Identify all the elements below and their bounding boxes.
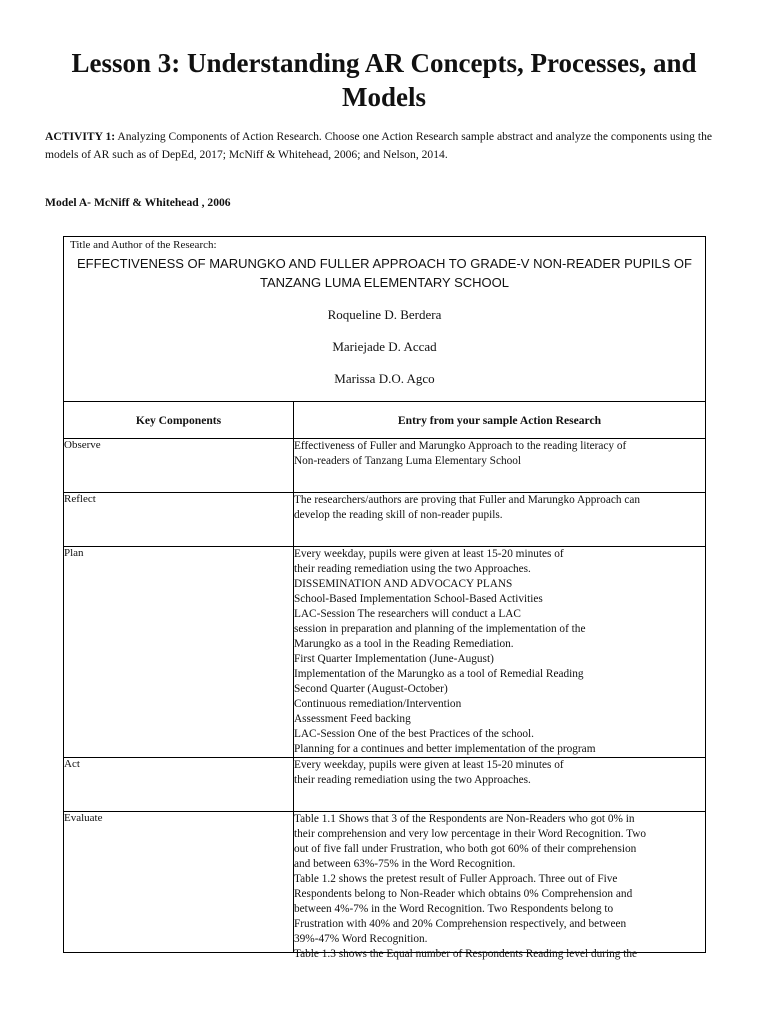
entry-line: The researchers/authors are proving that Fuller and Marungko Approach can [294, 494, 640, 506]
title-author-cell [64, 237, 706, 402]
author-name: Roqueline D. Berdera [327, 307, 442, 322]
column-header-entry: Entry from your sample Action Research [294, 402, 706, 439]
author-name: Mariejade D. Accad [332, 339, 437, 354]
key-component-cell: Act [64, 758, 294, 812]
entry-line: out of five fall under Frustration, who both got 60% of their comprehension [294, 843, 637, 855]
entry-line: Table 1.1 Shows that 3 of the Respondents are Non-Readers who got 0% in [294, 813, 635, 825]
entry-line: Frustration with 40% and 20% Comprehension respectively, and between [294, 918, 627, 930]
entry-line: Table 1.2 shows the pretest result of Fuller Approach. Three out of Five [294, 873, 618, 885]
page-title: Lesson 3: Understanding AR Concepts, Processes, and Models [71, 48, 697, 112]
entry-line: Table 1.3 shows the Equal number of Respondents Reading level during the [294, 948, 638, 960]
entry-line: LAC-Session The researchers will conduct a LAC [294, 608, 521, 620]
entry-line: Implementation of the Marungko as a tool of Remedial Reading [294, 668, 584, 680]
title-author-label: Title and Author of the Research: [70, 239, 217, 251]
activity-text: Analyzing Components of Action Research. Choose one Action Research sample abstract and analyze the components using the models of AR such as of DepEd, 2017; McNiff & Whitehead, 2006; and Nelson, 2014. [45, 130, 713, 161]
entry-line: develop the reading skill of non-reader pupils. [294, 509, 503, 521]
entry-cell [294, 439, 706, 493]
key-component-cell: Evaluate [64, 812, 294, 953]
entry-cell [294, 493, 706, 547]
entry-line: Effectiveness of Fuller and Marungko Approach to the reading literacy of [294, 440, 627, 452]
table-row [64, 439, 706, 493]
entry-line: 39%-47% Word Recognition. [294, 933, 428, 945]
entry-line: Every weekday, pupils were given at least 15-20 minutes of [294, 759, 564, 771]
entry-line: First Quarter Implementation (June-August) [294, 653, 494, 665]
entry-line: their comprehension and very low percentage in their Word Recognition. Two [294, 828, 647, 840]
entry-line: DISSEMINATION AND ADVOCACY PLANS [294, 578, 513, 590]
entry-line: LAC-Session One of the best Practices of the school. [294, 728, 535, 740]
entry-line: their reading remediation using the two Approaches. [294, 774, 531, 786]
activity-instructions [45, 128, 735, 164]
author-name: Marissa D.O. Agco [334, 371, 435, 386]
entry-cell [294, 547, 706, 758]
entry-line: Continuous remediation/Intervention [294, 698, 462, 710]
entry-line: Respondents belong to Non-Reader which obtains 0% Comprehension and [294, 888, 633, 900]
entry-line: their reading remediation using the two Approaches. [294, 563, 531, 575]
activity-label: ACTIVITY 1: [45, 130, 116, 143]
entry-cell [294, 758, 706, 812]
key-component-cell: Observe [64, 439, 294, 493]
table-row [64, 547, 706, 758]
table-row [64, 758, 706, 812]
key-component-cell: Reflect [64, 493, 294, 547]
analysis-table [63, 236, 706, 960]
table-row [64, 493, 706, 547]
entry-line: Planning for a continues and better implementation of the program [294, 743, 596, 755]
entry-line: School-Based Implementation School-Based Activities [294, 593, 543, 605]
model-heading: Model A- McNiff & Whitehead , 2006 [45, 196, 231, 209]
key-component-cell: Plan [64, 547, 294, 758]
entry-line: Marungko as a tool in the Reading Remediation. [294, 638, 514, 650]
title-row [64, 237, 706, 402]
research-title: EFFECTIVENESS OF MARUNGKO AND FULLER APPROACH TO GRADE-V NON-READER PUPILS OF TANZANG LUMA ELEMENTARY SCHOOL [77, 256, 692, 290]
entry-line: session in preparation and planning of the implementation of the [294, 623, 586, 635]
column-header-key-components: Key Components [64, 402, 294, 439]
entry-line: Second Quarter (August-October) [294, 683, 448, 695]
entry-line: Non-readers of Tanzang Luma Elementary School [294, 455, 522, 467]
entry-cell [294, 812, 706, 960]
entry-line: and between 63%-75% in the Word Recognition. [294, 858, 516, 870]
entry-line: Every weekday, pupils were given at least 15-20 minutes of [294, 548, 564, 560]
entry-line: between 4%-7% in the Word Recognition. Two Respondents belong to [294, 903, 614, 915]
entry-line: Assessment Feed backing [294, 713, 411, 725]
header-row [64, 402, 706, 439]
table-row [64, 812, 706, 953]
